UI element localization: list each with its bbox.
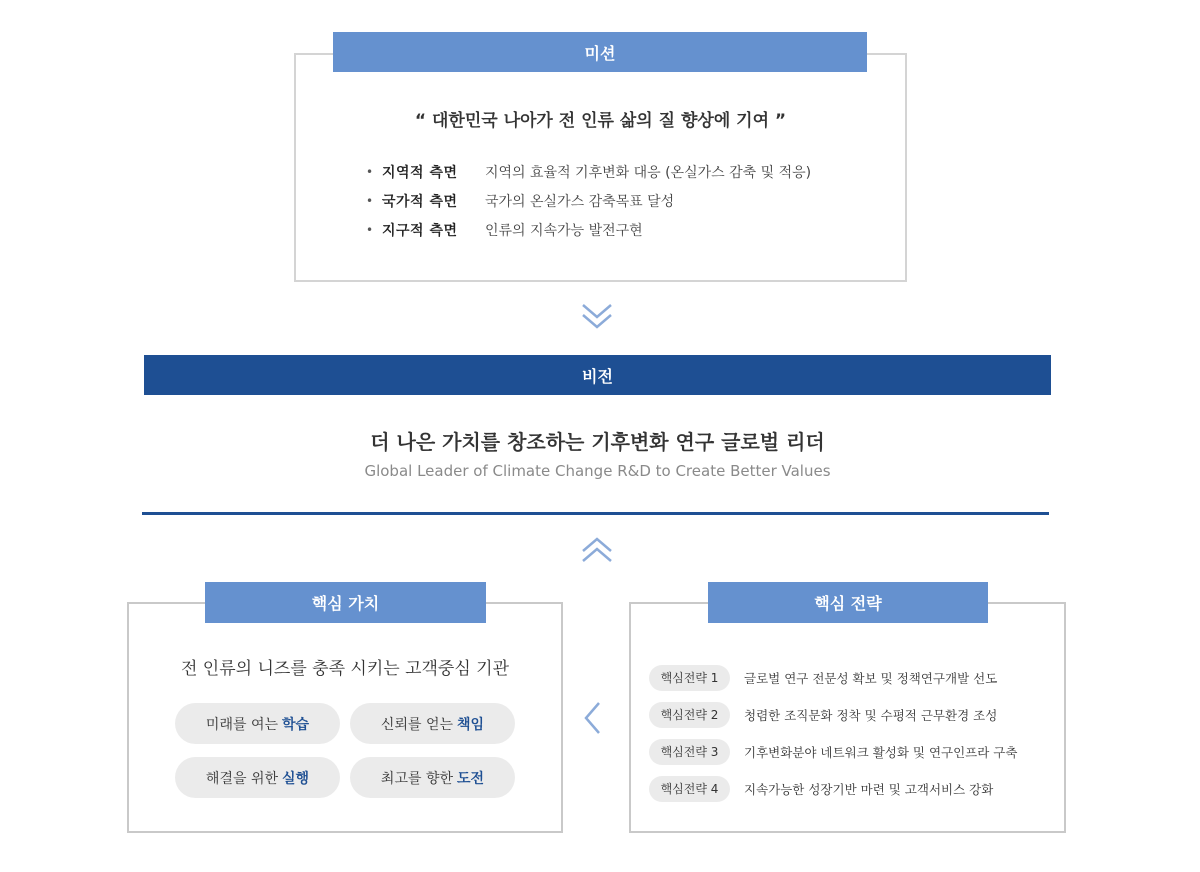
- double-chevron-up-icon: [581, 536, 613, 564]
- pill-emphasis: 도전: [457, 770, 485, 787]
- strategy-tag: 핵심전략 4: [649, 776, 730, 802]
- vision-statement: 더 나은 가치를 창조하는 기후변화 연구 글로벌 리더: [370, 430, 825, 454]
- pill-prefix: 최고를 향한: [380, 770, 453, 787]
- pill-emphasis: 책임: [457, 716, 485, 733]
- double-chevron-down-icon: [581, 302, 613, 330]
- core-values-headline: 전 인류의 니즈를 충족 시키는 고객중심 기관: [180, 659, 510, 679]
- mission-item: [366, 186, 811, 215]
- strategy-text: 글로벌 연구 전문성 확보 및 정책연구개발 선도: [744, 670, 998, 686]
- mission-item-label: 지구적 측면: [382, 222, 458, 239]
- strategy-row: [649, 770, 1017, 807]
- pill-emphasis: 학습: [282, 716, 310, 733]
- core-values-title-bar: 핵심 가치: [205, 582, 486, 623]
- strategy-row: [649, 696, 1017, 733]
- pill-prefix: 신뢰를 얻는: [380, 716, 453, 733]
- mission-item-label: 지역적 측면: [382, 164, 458, 181]
- core-strategy-list: [649, 659, 1017, 807]
- mission-item-desc: 인류의 지속가능 발전구현: [485, 222, 643, 239]
- bullet: •: [366, 164, 374, 179]
- strategy-tag: 핵심전략 3: [649, 739, 730, 765]
- strategy-row: [649, 659, 1017, 696]
- mission-item: [366, 157, 811, 186]
- pill-prefix: 해결을 위한: [205, 770, 278, 787]
- vision-divider: [142, 512, 1049, 515]
- strategy-text: 청렴한 조직문화 정착 및 수평적 근무환경 조성: [744, 707, 998, 723]
- core-value-pill: [350, 703, 515, 744]
- bullet: •: [366, 193, 374, 208]
- core-value-pill: [350, 757, 515, 798]
- mission-item-desc: 국가의 온실가스 감축목표 달성: [485, 193, 675, 210]
- mission-quote: “ 대한민국 나아가 전 인류 삶의 질 향상에 기여 ”: [414, 111, 787, 131]
- strategy-text: 지속가능한 성장기반 마련 및 고객서비스 강화: [744, 781, 994, 797]
- core-value-pill: [175, 757, 340, 798]
- strategy-tag: 핵심전략 1: [649, 665, 730, 691]
- mission-title-bar: 미션: [333, 32, 867, 72]
- mission-item-label: 국가적 측면: [382, 193, 458, 210]
- mission-item-desc: 지역의 효율적 기후변화 대응 (온실가스 감축 및 적응): [485, 164, 812, 181]
- strategy-tag: 핵심전략 2: [649, 702, 730, 728]
- core-value-pill: [175, 703, 340, 744]
- bullet: •: [366, 222, 374, 237]
- pill-emphasis: 실행: [282, 770, 310, 787]
- chevron-left-icon: [583, 701, 603, 735]
- pill-prefix: 미래를 여는: [205, 716, 278, 733]
- core-strategy-title-bar: 핵심 전략: [708, 582, 988, 623]
- mission-list: [366, 157, 811, 244]
- vision-statement-english: Global Leader of Climate Change R&D to Create Better Values: [364, 462, 831, 480]
- mission-item: [366, 215, 811, 244]
- vision-title-bar: 비전: [144, 355, 1051, 395]
- strategy-row: [649, 733, 1017, 770]
- strategy-text: 기후변화분야 네트워크 활성화 및 연구인프라 구축: [744, 744, 1018, 760]
